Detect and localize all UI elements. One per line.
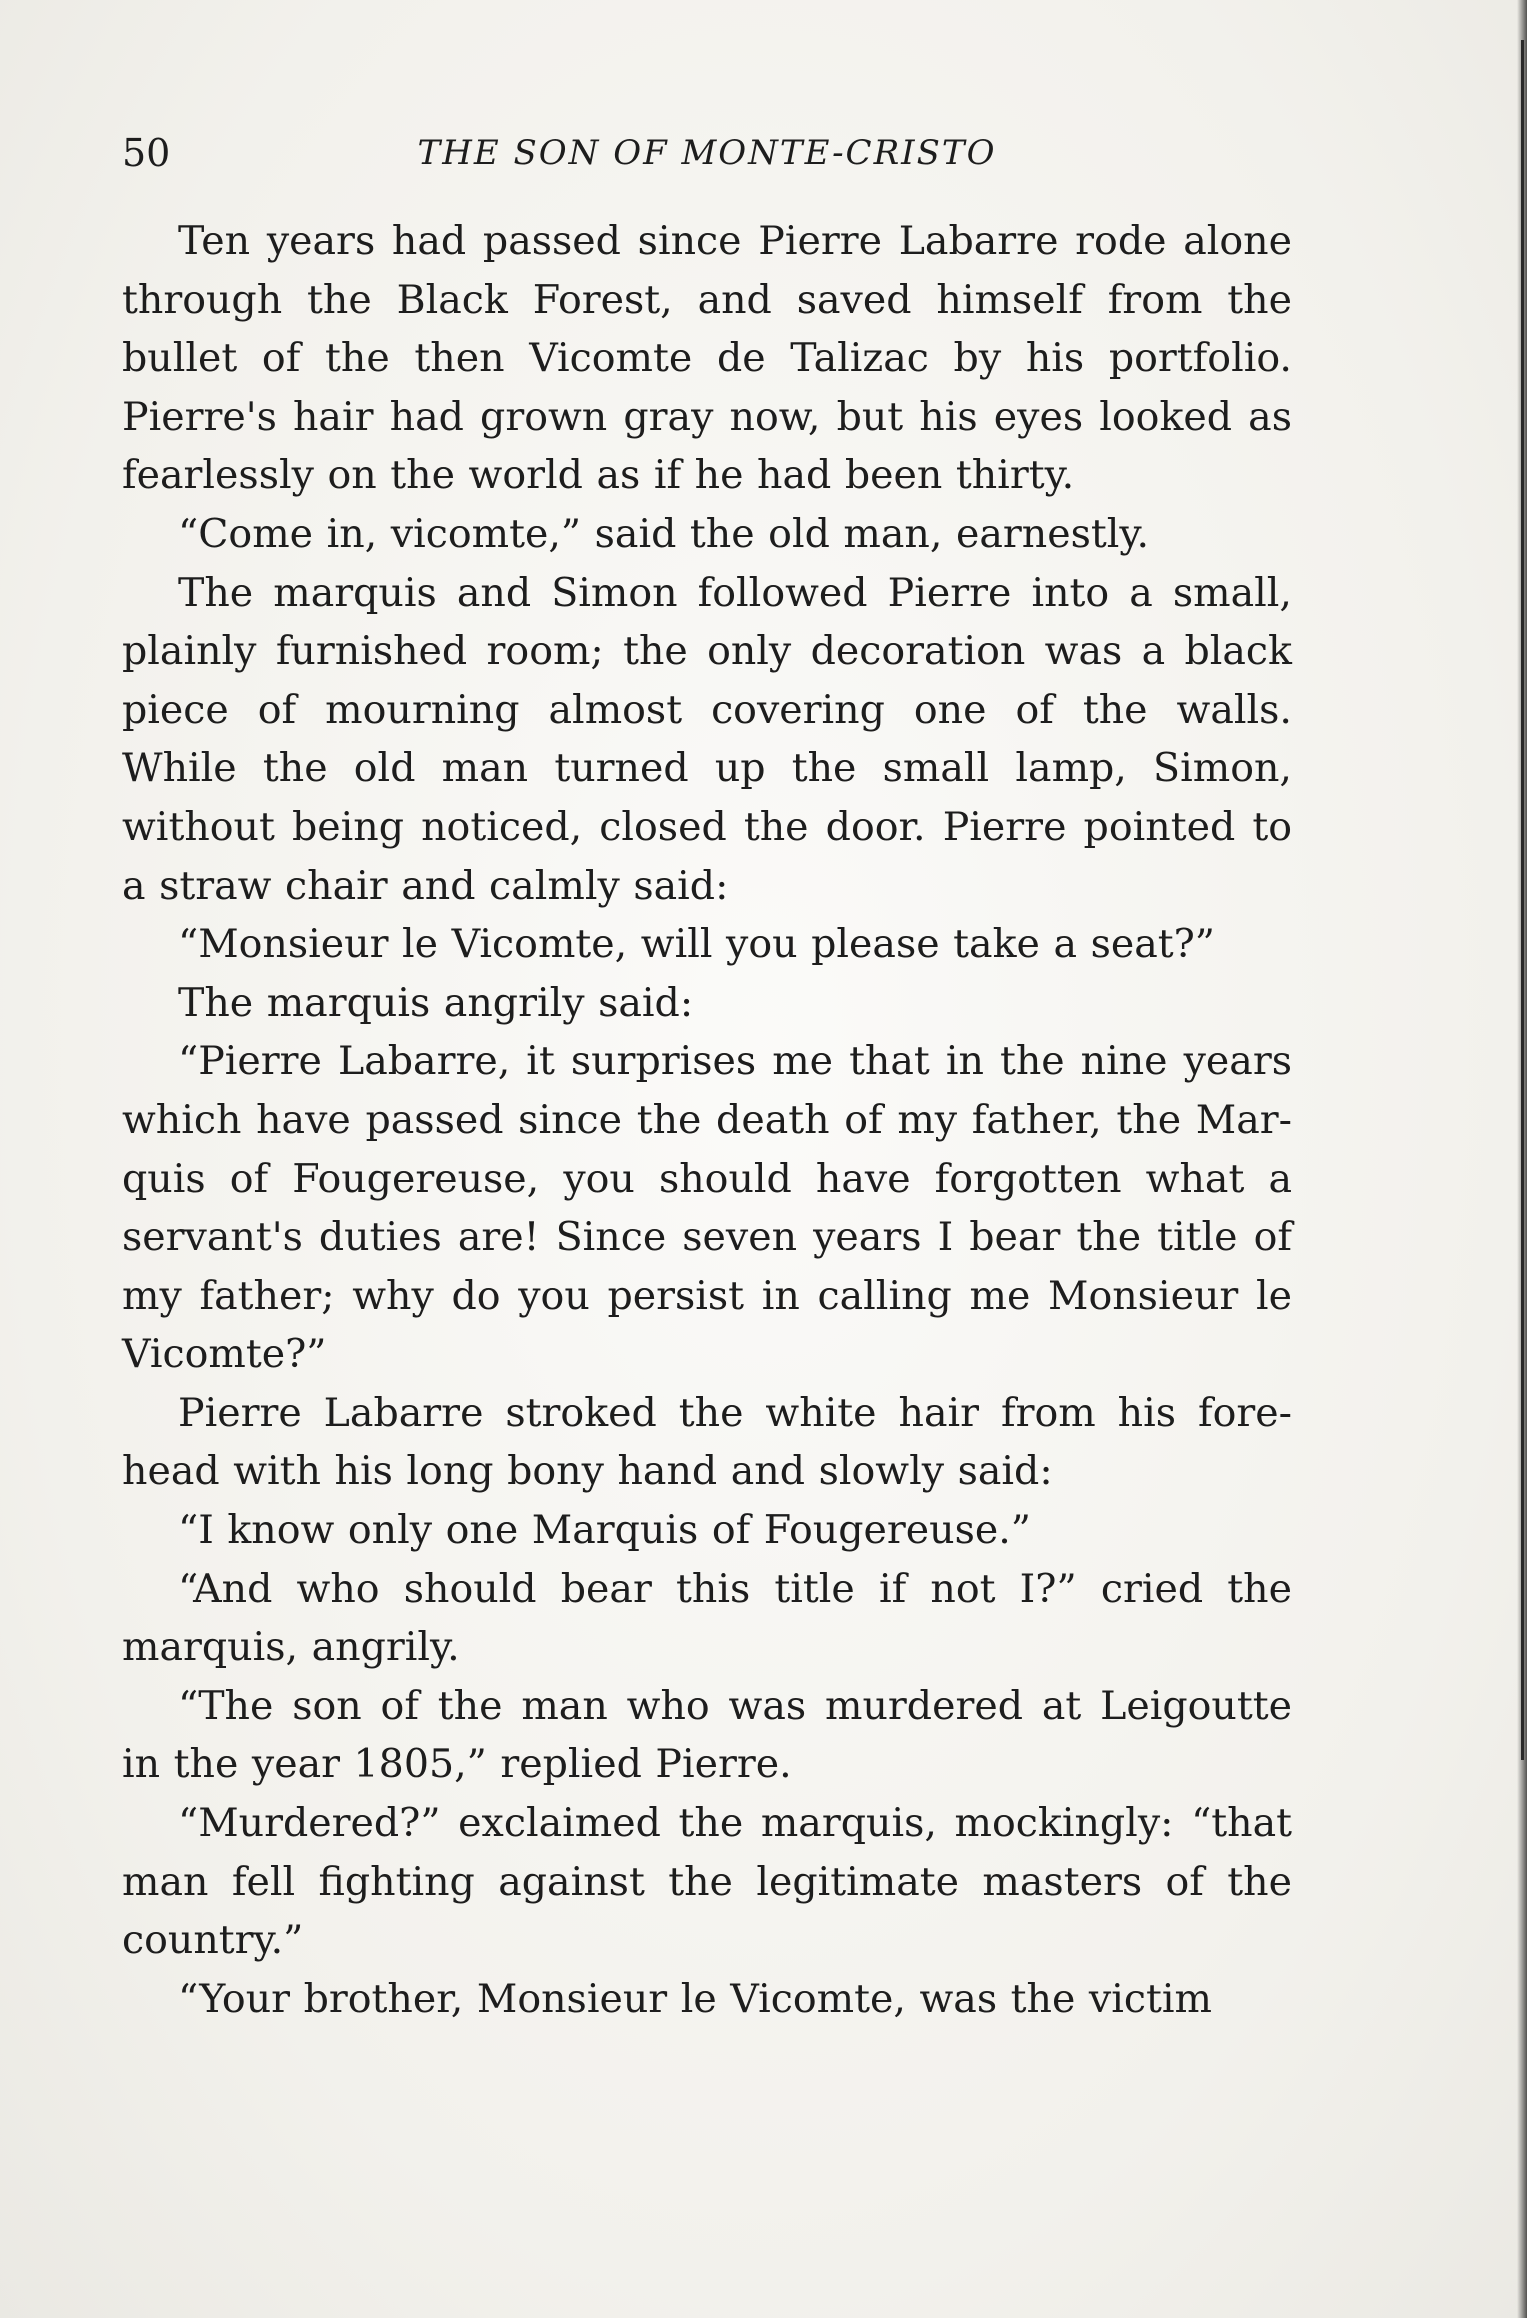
- page-number: 50: [122, 131, 171, 175]
- body-text: [122, 212, 1292, 2028]
- paragraph: The marquis and Simon followed Pierre into a small, plainly furnished room; the only decoration was a black piece of mourning almost covering one of the walls. While the old man turned up the small lamp, Simon, without being noticed, closed the door. Pierre pointed to a straw chair and calmly said:: [122, 569, 1292, 909]
- paragraph: “Your brother, Monsieur le Vicomte, was the victim: [178, 1975, 1212, 2022]
- paragraph: “I know only one Marquis of Fougereuse.”: [178, 1507, 1031, 1554]
- page-header: [122, 128, 1292, 178]
- paragraph: “Murdered?” exclaimed the marquis, mockingly: “that man fell fighting against the legitimate masters of the country.”: [122, 1800, 1292, 1964]
- paragraph: Pierre Labarre stroked the white hair from his forehead with his long bony hand and slowly said:: [122, 1389, 1292, 1495]
- paragraph: “Monsieur le Vicomte, will you please take a seat?”: [178, 921, 1216, 968]
- running-title: THE SON OF MONTE-CRISTO: [417, 133, 997, 173]
- paragraph: “Pierre Labarre, it surprises me that in the nine years which have passed since the death of my father, the Marquis of Fougereuse, you should have forgotten what a servant's duties are! Since seven years I bear the title of my father; why do you persist in calling me Monsieur le Vicomte?”: [122, 1038, 1292, 1378]
- paragraph: “Come in, vicomte,” said the old man, earnestly.: [178, 510, 1150, 557]
- paragraph: Ten years had passed since Pierre Labarre rode alone through the Black Forest, and saved himself from the bullet of the then Vicomte de Talizac by his portfolio. Pierre's hair had grown gray now, but his eyes looked as fearlessly on the world as if he had been thirty.: [122, 218, 1292, 499]
- paragraph: “And who should bear this title if not I?” cried the marquis, angrily.: [122, 1565, 1292, 1671]
- paragraph: “The son of the man who was murdered at Leigoutte in the year 1805,” replied Pierre.: [122, 1682, 1292, 1788]
- paragraph: The marquis angrily said:: [178, 979, 694, 1026]
- page-spine-edge: [1521, 40, 1524, 1760]
